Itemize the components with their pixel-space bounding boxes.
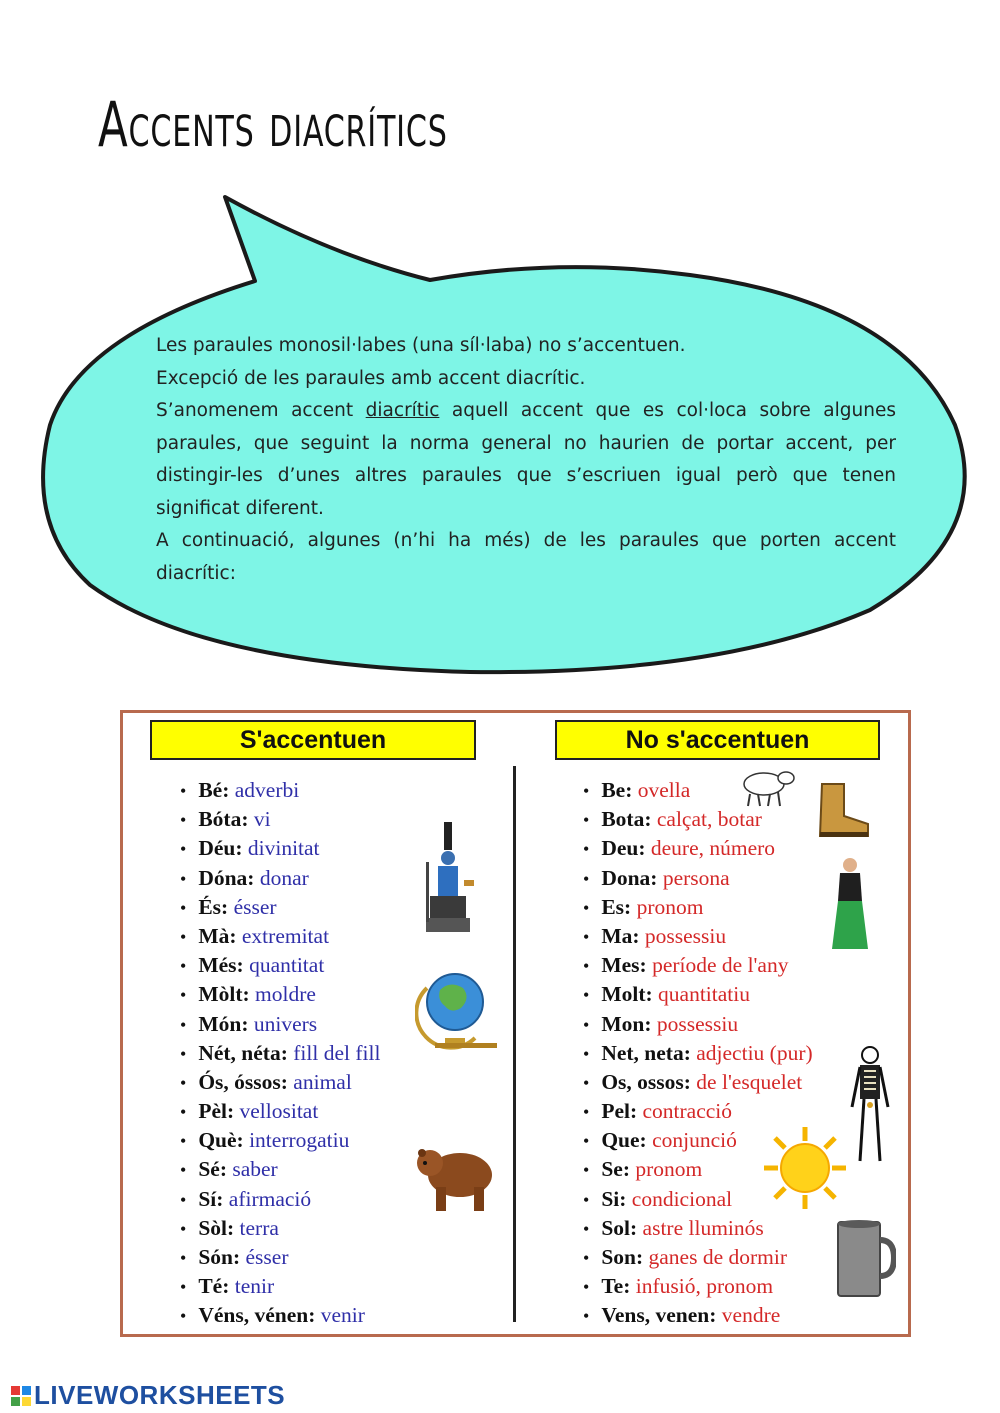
word-term: Net, neta: (601, 1040, 691, 1065)
list-item (180, 951, 380, 980)
word-meaning: afirmació (228, 1186, 312, 1211)
word-meaning: tenir (234, 1274, 275, 1299)
list-item (180, 776, 380, 805)
word-term: Món: (198, 1011, 249, 1036)
word-meaning: de l'esquelet (696, 1069, 803, 1094)
word-meaning: deure, número (650, 836, 776, 861)
list-item (583, 1010, 813, 1039)
word-meaning: extremitat (241, 923, 330, 948)
woman-image (830, 855, 870, 951)
word-meaning: adjectiu (pur) (696, 1040, 813, 1065)
word-meaning: contracció (642, 1099, 733, 1124)
intro-line-3 (156, 395, 896, 525)
word-term: Molt: (601, 982, 653, 1007)
list-item (180, 922, 380, 951)
word-term: Bé: (198, 778, 230, 802)
list-item (583, 805, 813, 834)
word-meaning: ésser (233, 894, 277, 919)
header-unaccented: No s'accentuen (555, 720, 880, 760)
word-term: Què: (198, 1128, 244, 1153)
word-term: Vens, venen: (601, 1303, 717, 1328)
word-term: Te: (601, 1274, 631, 1299)
intro-text (156, 330, 896, 590)
globe-image (415, 968, 499, 1050)
word-meaning: ganes de dormir (648, 1245, 788, 1269)
list-item (180, 980, 380, 1009)
bear-image (412, 1135, 496, 1215)
word-meaning: fill del fill (293, 1040, 381, 1065)
word-term: Os, ossos: (601, 1069, 691, 1094)
list-item (180, 805, 380, 834)
word-meaning: persona (662, 865, 730, 890)
word-meaning: pronom (636, 894, 704, 919)
list-item (180, 1155, 380, 1184)
word-meaning: infusió, pronom (635, 1274, 774, 1299)
word-meaning: conjunció (652, 1128, 737, 1153)
intro-line-3-end: aquell accent que es col·loca sobre algunes paraules, que seguint la norma general no haurien de portar accent, per distingir-les d’unes altres paraules que s’escriuen igual però que tenen significat diferent. (156, 400, 896, 519)
word-term: Mes: (601, 953, 647, 978)
word-meaning: vendre (721, 1303, 781, 1328)
word-meaning: període de l'any (652, 953, 789, 978)
word-term: Mà: (198, 923, 237, 948)
word-term: Sòl: (198, 1215, 235, 1240)
word-meaning: animal (293, 1069, 352, 1094)
word-meaning: quantitatiu (658, 982, 750, 1007)
word-meaning: quantitat (249, 953, 325, 978)
list-item (583, 1272, 813, 1301)
word-term: Pèl: (198, 1099, 235, 1124)
word-meaning: condicional (631, 1186, 733, 1211)
word-term: Té: (198, 1274, 230, 1299)
word-term: Bota: (601, 807, 652, 832)
word-term: Son: (601, 1245, 644, 1269)
word-term: Són: (198, 1245, 241, 1269)
egyptian-god-image (420, 822, 476, 934)
list-item (583, 951, 813, 980)
word-meaning: ovella (637, 778, 691, 802)
word-term: Bóta: (198, 807, 249, 832)
list-item (583, 980, 813, 1009)
boot-image (814, 782, 872, 840)
word-meaning: donar (259, 865, 309, 890)
word-meaning: calçat, botar (656, 807, 762, 832)
list-item (583, 1097, 813, 1126)
word-meaning: divinitat (247, 836, 320, 861)
word-meaning: pronom (635, 1157, 703, 1182)
word-term: Be: (601, 778, 633, 802)
list-item (180, 864, 380, 893)
header-accented: S'accentuen (150, 720, 476, 760)
footer-brand: LIVEWORKSHEETS (34, 1380, 286, 1410)
word-meaning: adverbi (234, 778, 300, 802)
sheep-image (738, 764, 796, 808)
list-item (180, 1126, 380, 1155)
word-term: És: (198, 894, 229, 919)
list-item (583, 864, 813, 893)
word-meaning: possessiu (644, 923, 727, 948)
intro-line-3-start: S’anomenem accent (156, 400, 366, 421)
list-item (180, 1185, 380, 1214)
mug-image (834, 1218, 896, 1300)
list-item (180, 893, 380, 922)
word-meaning: univers (253, 1011, 318, 1036)
word-meaning: possessiu (656, 1011, 739, 1036)
word-term: Sí: (198, 1186, 224, 1211)
word-meaning: vi (253, 807, 271, 832)
word-meaning: moldre (255, 982, 316, 1007)
word-term: Que: (601, 1128, 647, 1153)
sun-image (762, 1125, 848, 1211)
word-meaning: interrogatiu (249, 1128, 350, 1153)
skeleton-image (850, 1045, 890, 1165)
list-item (180, 834, 380, 863)
intro-line-4: A continuació, algunes (n’hi ha més) de les paraules que porten accent diacrític: (156, 530, 896, 584)
diacritic-term: diacrític (365, 400, 440, 421)
word-term: Se: (601, 1157, 630, 1182)
word-meaning: terra (239, 1215, 279, 1240)
word-term: Dóna: (198, 865, 255, 890)
word-term: Més: (198, 953, 244, 978)
word-term: Mòlt: (198, 982, 250, 1007)
list-item (583, 1301, 813, 1330)
unaccented-words-list (583, 776, 813, 1331)
word-term: Pel: (601, 1099, 638, 1124)
liveworksheets-logo-icon (10, 1385, 32, 1407)
word-term: Déu: (198, 836, 243, 861)
list-item (180, 1039, 380, 1068)
word-meaning: astre lluminós (642, 1215, 764, 1240)
list-item (180, 1272, 380, 1301)
list-item (180, 1243, 380, 1272)
page-title: Accents diacrítics (98, 88, 448, 161)
word-term: Dona: (601, 865, 658, 890)
intro-line-2: Excepció de les paraules amb accent diacrític. (156, 367, 586, 389)
word-meaning: vellositat (239, 1099, 319, 1124)
word-term: Véns, vénen: (198, 1303, 316, 1328)
list-item (583, 1068, 813, 1097)
list-item (583, 922, 813, 951)
word-term: Nét, néta: (198, 1040, 288, 1065)
accented-words-list (180, 776, 380, 1331)
list-item (583, 1243, 813, 1272)
list-item (583, 1039, 813, 1068)
list-item (180, 1301, 380, 1330)
column-divider (513, 766, 516, 1322)
word-term: Ma: (601, 923, 640, 948)
list-item (583, 1214, 813, 1243)
list-item (180, 1097, 380, 1126)
word-term: Mon: (601, 1011, 652, 1036)
word-term: Sol: (601, 1215, 638, 1240)
list-item (583, 834, 813, 863)
list-item (180, 1214, 380, 1243)
word-term: Es: (601, 894, 632, 919)
word-term: Deu: (601, 836, 646, 861)
word-meaning: saber (232, 1157, 278, 1182)
word-term: Si: (601, 1186, 627, 1211)
word-meaning: venir (320, 1303, 365, 1328)
list-item (180, 1010, 380, 1039)
word-term: Ós, óssos: (198, 1069, 288, 1094)
list-item (583, 893, 813, 922)
word-meaning: ésser (245, 1245, 289, 1269)
list-item (180, 1068, 380, 1097)
word-term: Sé: (198, 1157, 227, 1182)
intro-line-1: Les paraules monosil·labes (una síl·laba) no s’accentuen. (156, 335, 686, 356)
footer-branding (10, 1380, 285, 1411)
